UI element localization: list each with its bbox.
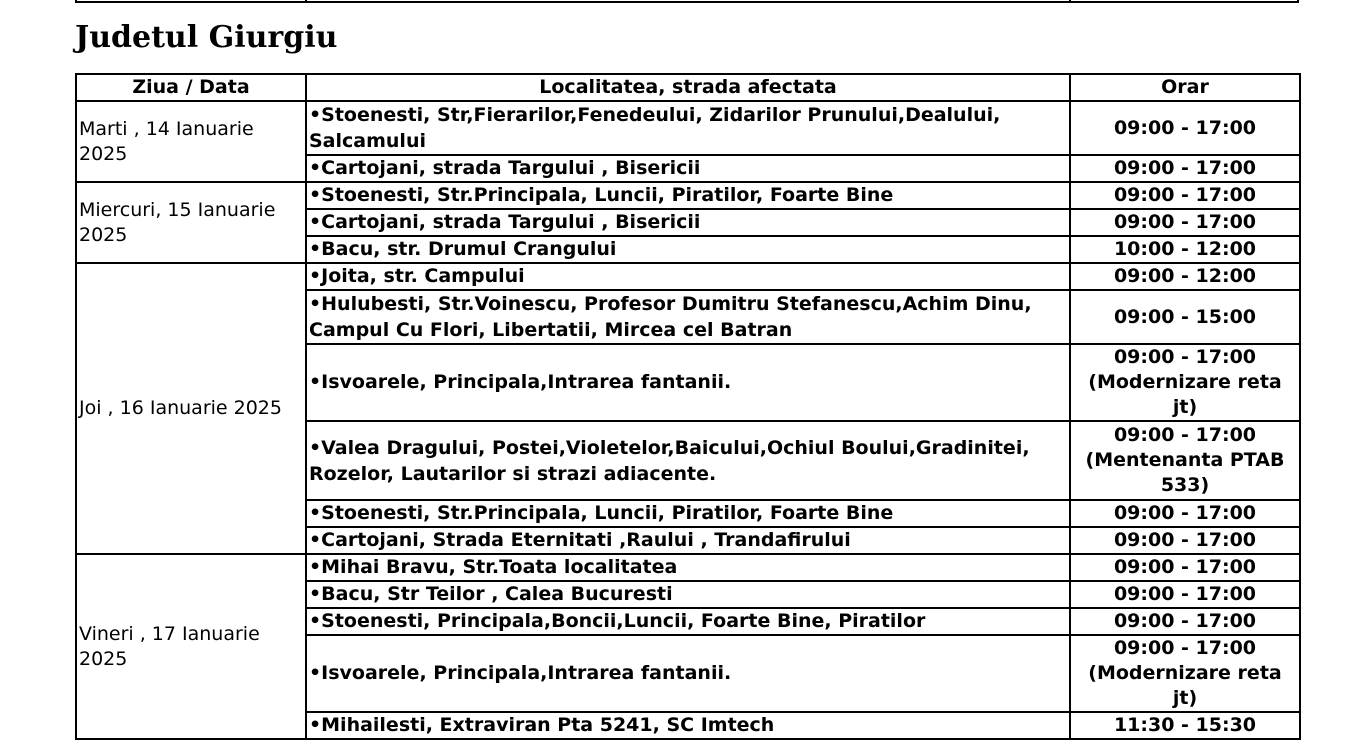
time-cell: 09:00 - 17:00 — [1070, 581, 1300, 608]
time-cell: 10:00 - 12:00 — [1070, 236, 1300, 263]
location-cell: •Stoenesti, Str.Principala, Luncii, Piratilor, Foarte Bine — [306, 500, 1070, 527]
time-cell — [1070, 421, 1300, 500]
time-note: (Modernizare reta jt) — [1088, 371, 1282, 418]
table-row — [76, 101, 1300, 155]
time-value: 09:00 - 17:00 — [1113, 346, 1257, 368]
time-value: 09:00 - 17:00 — [1113, 424, 1257, 446]
location-cell: •Stoenesti, Principala,Boncii,Luncii, Foarte Bine, Piratilor — [306, 608, 1070, 635]
time-cell: 09:00 - 17:00 — [1070, 554, 1300, 581]
location-cell: •Stoenesti, Str.Principala, Luncii, Piratilor, Foarte Bine — [306, 182, 1070, 209]
time-cell: 09:00 - 17:00 — [1070, 182, 1300, 209]
location-cell: •Hulubesti, Str.Voinescu, Profesor Dumitru Stefanescu,Achim Dinu, Campul Cu Flori, Libertatii, Mircea cel Batran — [306, 290, 1070, 344]
location-cell: •Isvoarele, Principala,Intrarea fantanii. — [306, 344, 1070, 421]
time-cell: 09:00 - 17:00 — [1070, 608, 1300, 635]
previous-table-column-divider — [1069, 0, 1071, 1]
time-cell: 09:00 - 17:00 — [1070, 527, 1300, 554]
location-cell: •Cartojani, strada Targului , Bisericii — [306, 155, 1070, 182]
time-cell — [1070, 635, 1300, 712]
location-cell: •Mihailesti, Extraviran Pta 5241, SC Imtech — [306, 712, 1070, 739]
day-date-cell: Joi , 16 Ianuarie 2025 — [76, 263, 306, 554]
time-value: 09:00 - 17:00 — [1113, 637, 1257, 659]
time-cell: 09:00 - 15:00 — [1070, 290, 1300, 344]
location-cell: •Joita, str. Campului — [306, 263, 1070, 290]
time-cell: 09:00 - 17:00 — [1070, 209, 1300, 236]
time-cell: 09:00 - 17:00 — [1070, 155, 1300, 182]
day-date-cell: Marti , 14 Ianuarie 2025 — [76, 101, 306, 182]
time-note: (Mentenanta PTAB 533) — [1085, 449, 1285, 496]
location-cell: •Bacu, Str Teilor , Calea Bucuresti — [306, 581, 1070, 608]
previous-table-column-divider — [305, 0, 307, 1]
location-cell: •Cartojani, strada Targului , Bisericii — [306, 209, 1070, 236]
column-header-day: Ziua / Data — [76, 74, 306, 101]
table-row — [76, 182, 1300, 209]
location-cell: •Isvoarele, Principala,Intrarea fantanii. — [306, 635, 1070, 712]
table-row — [76, 554, 1300, 581]
location-cell: •Mihai Bravu, Str.Toata localitatea — [306, 554, 1070, 581]
day-date-cell: Miercuri, 15 Ianuarie 2025 — [76, 182, 306, 263]
county-title: Judetul Giurgiu — [75, 20, 338, 55]
time-cell: 11:30 - 15:30 — [1070, 712, 1300, 739]
column-header-schedule: Orar — [1070, 74, 1300, 101]
table-row — [76, 263, 1300, 290]
day-date-cell: Vineri , 17 Ianuarie 2025 — [76, 554, 306, 739]
time-cell: 09:00 - 12:00 — [1070, 263, 1300, 290]
previous-table-bottom-edge — [75, 0, 1299, 3]
time-cell: 09:00 - 17:00 — [1070, 101, 1300, 155]
location-cell: •Stoenesti, Str,Fierarilor,Fenedeului, Zidarilor Prunului,Dealului, Salcamului — [306, 101, 1070, 155]
location-cell: •Cartojani, Strada Eternitati ,Raului , Trandafirului — [306, 527, 1070, 554]
time-cell: 09:00 - 17:00 — [1070, 500, 1300, 527]
time-cell — [1070, 344, 1300, 421]
time-note: (Modernizare reta jt) — [1088, 662, 1282, 709]
location-cell: •Valea Dragului, Postei,Violetelor,Baicului,Ochiul Boului,Gradinitei, Rozelor, Lautarilor si strazi adiacente. — [306, 421, 1070, 500]
location-cell: •Bacu, str. Drumul Crangului — [306, 236, 1070, 263]
column-header-location: Localitatea, strada afectata — [306, 74, 1070, 101]
outage-schedule-table — [75, 73, 1301, 740]
